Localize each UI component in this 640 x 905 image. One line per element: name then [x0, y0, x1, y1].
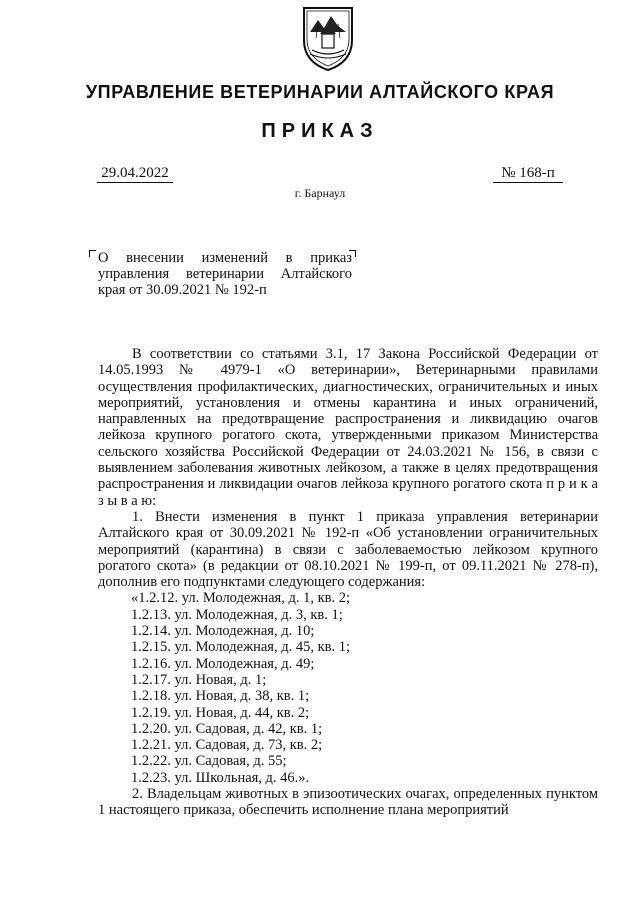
- document-subject: [98, 250, 352, 298]
- document-number: № 168-п: [493, 165, 563, 183]
- clause-2-paragraph: 2. Владельцам животных в эпизоотических очагах, определенных пунктом 1 настоящего приказа, обеспечить исполнение плана мероприятий: [98, 786, 598, 819]
- list-item: 1.2.16. ул. Молодежная, д. 49;: [131, 655, 315, 672]
- list-item: «1.2.12. ул. Молодежная, д. 1, кв. 2;: [131, 590, 351, 607]
- address-list: [98, 590, 598, 786]
- list-item: 1.2.21. ул. Садовая, д. 73, кв. 2;: [131, 737, 323, 754]
- subject-line: управления ветеринарии Алтайского: [98, 266, 352, 282]
- list-item: 1.2.15. ул. Молодежная, д. 45, кв. 1;: [131, 639, 351, 656]
- coat-of-arms-icon: [298, 4, 358, 72]
- list-item: 1.2.22. ул. Садовая, д. 55;: [131, 753, 287, 770]
- document-date: 29.04.2022: [97, 165, 173, 183]
- list-item: 1.2.19. ул. Новая, д. 44, кв. 2;: [131, 704, 310, 721]
- subject-line: О внесении изменений в приказ: [98, 250, 352, 266]
- list-item: 1.2.13. ул. Молодежная, д. 3, кв. 1;: [131, 606, 343, 623]
- list-item: 1.2.18. ул. Новая, д. 38, кв. 1;: [131, 688, 310, 705]
- document-body: [98, 346, 598, 819]
- clause-1-paragraph: 1. Внести изменения в пункт 1 приказа управления ветеринарии Алтайского края от 30.09.2021 № 192-п «Об установлении ограничительных мероприятий (карантина) в связи с заболеваемостью лейкозом крупного рогатого скота» (в редакции от 08.10.2021 № 199-п, от 09.11.2021 № 278-п), дополнив его подпунктами следующего содержания:: [98, 508, 598, 591]
- list-item: 1.2.14. ул. Молодежная, д. 10;: [131, 623, 315, 640]
- document-type: ПРИКАЗ: [261, 120, 379, 142]
- list-item: 1.2.17. ул. Новая, д. 1;: [131, 671, 267, 688]
- organization-title: УПРАВЛЕНИЕ ВЕТЕРИНАРИИ АЛТАЙСКОГО КРАЯ: [85, 82, 555, 102]
- subject-line: края от 30.09.2021 № 192-п: [98, 282, 267, 298]
- subject-corner-left: [89, 250, 96, 257]
- list-item: 1.2.20. ул. Садовая, д. 42, кв. 1;: [131, 720, 323, 737]
- document-city: г. Барнаул: [294, 186, 346, 200]
- preamble-paragraph: В соответствии со статьями 3.1, 17 Закона Российской Федерации от 14.05.1993 № 4979-1 «О ветеринарии», Ветеринарными правилами осуществления профилактических, диагностических, ограничительных и иных мероприятий, установления и отмены карантина и иных ограничений, направленных на предотвращение распространения и ликвидацию очагов лейкоза крупного рогатого скота, утвержденными приказом Министерства сельского хозяйства Российской Федерации от 24.03.2021 № 156, в связи с выявлением заболевания животных лейкозом, а также в целях предотвращения распространения и ликвидации очагов лейкоза крупного рогатого скота п р и к а з ы в а ю:: [98, 346, 598, 509]
- list-item: 1.2.23. ул. Школьная, д. 46.».: [131, 769, 310, 786]
